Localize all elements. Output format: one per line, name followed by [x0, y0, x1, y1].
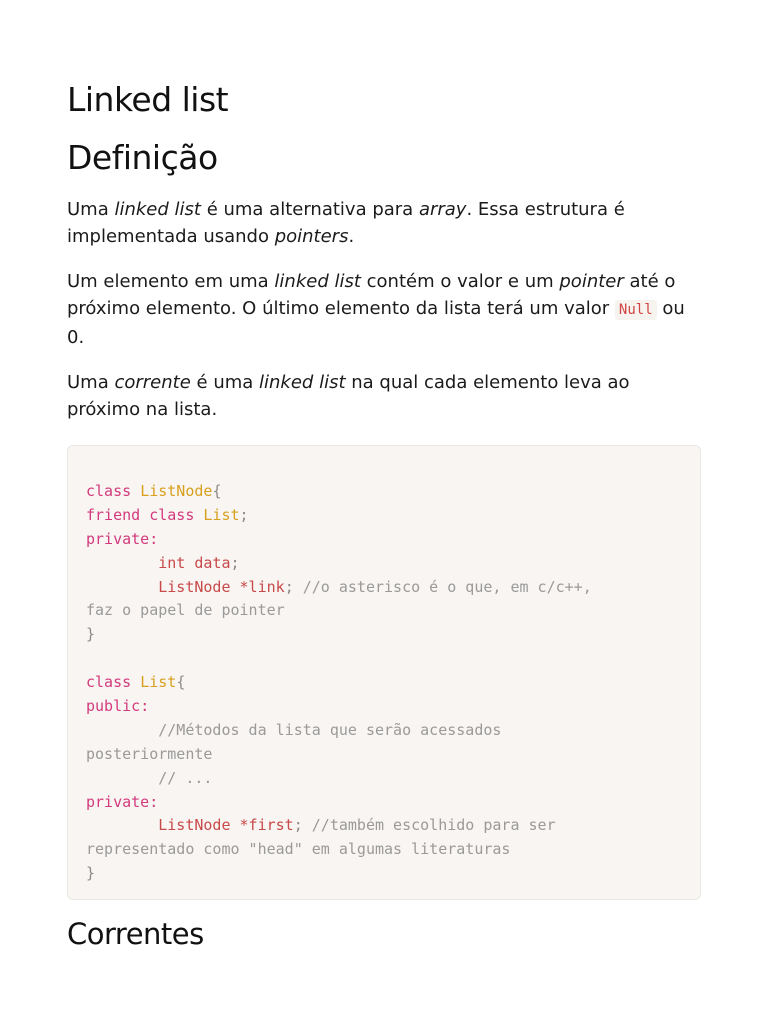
code-variable: *link [239, 577, 285, 596]
code-type: ListNode [158, 816, 231, 835]
code-punct: : [140, 697, 150, 716]
code-comment: //o asterisco é o que, em c/c++, [302, 577, 592, 596]
code-comment: //Métodos da lista que serão acessados [158, 720, 502, 739]
code-block [67, 445, 701, 900]
code-punct: ; [239, 505, 249, 524]
code-keyword: private [86, 529, 150, 548]
code-class-name: List [203, 505, 240, 524]
code-punct: : [149, 792, 159, 811]
section-heading-definicao: Definição [67, 138, 218, 177]
code-punct: } [86, 625, 96, 644]
text: Uma [67, 199, 115, 220]
text: ou 0. [67, 298, 691, 348]
text: Uma [67, 372, 115, 393]
code-punct: ; [284, 577, 294, 596]
code-line [86, 504, 682, 528]
code-comment: representado como "head" em algumas literaturas [86, 840, 511, 859]
code-line [86, 791, 682, 815]
code-comment: posteriormente [86, 744, 213, 763]
code-keyword: class [86, 482, 132, 500]
text: contém o valor e um [360, 271, 560, 292]
term-linked-list: linked list [274, 271, 361, 292]
code-variable: data [194, 553, 231, 572]
code-line-blank [86, 647, 682, 671]
paragraph-corrente [67, 369, 701, 423]
code-line [86, 599, 682, 623]
code-line [86, 695, 682, 719]
page-title: Linked list [67, 80, 229, 119]
code-line [86, 528, 682, 552]
code-punct: ; [293, 816, 303, 835]
term-corrente: corrente [114, 372, 191, 393]
code-line [86, 719, 682, 743]
text: Um elemento em uma [67, 271, 275, 292]
text: é uma alternativa para [200, 199, 419, 220]
code-keyword: private [86, 792, 150, 811]
code-type: ListNode [158, 577, 231, 596]
code-keyword: public [86, 697, 141, 716]
code-line [86, 862, 682, 886]
code-line [86, 480, 682, 504]
term-array: array [418, 199, 467, 220]
term-linked-list: linked list [114, 199, 201, 220]
code-punct: ; [230, 553, 240, 572]
code-line [86, 623, 682, 647]
text: é uma [190, 372, 260, 393]
code-keyword: class [86, 673, 132, 692]
code-line [86, 838, 682, 862]
code-class-name: ListNode [140, 482, 213, 500]
code-line [86, 576, 682, 600]
term-pointers: pointers [274, 226, 349, 247]
code-variable: *first [239, 816, 294, 835]
code-comment: //também escolhido para ser [311, 816, 556, 835]
document-content [67, 78, 701, 954]
term-pointer: pointer [559, 271, 624, 292]
code-line [86, 552, 682, 576]
inline-code-null: Null [615, 300, 657, 320]
section-heading-correntes: Correntes [67, 917, 204, 951]
code-type: int [158, 553, 186, 572]
code-line [86, 671, 682, 695]
text: . Essa estrutura é implementada usando [67, 199, 631, 247]
paragraph-element [67, 268, 701, 351]
code-punct: { [176, 673, 186, 692]
code-line [86, 767, 682, 791]
text: até o próximo elemento. O último elemento da lista terá um valor [67, 271, 682, 319]
code-keyword: class [149, 505, 195, 524]
code-keyword: friend [86, 505, 141, 524]
code-punct: { [212, 482, 222, 500]
code-comment: // ... [158, 768, 213, 787]
code-line [86, 814, 682, 838]
code-class-name: List [140, 673, 177, 692]
code-punct: } [86, 864, 96, 883]
code-punct: : [149, 529, 159, 548]
paragraph-definition [67, 196, 701, 250]
term-linked-list: linked list [259, 372, 346, 393]
text: . [348, 226, 355, 247]
code-line [86, 743, 682, 767]
code-comment: faz o papel de pointer [86, 601, 285, 620]
text: na qual cada elemento leva ao próximo na lista. [67, 372, 636, 420]
